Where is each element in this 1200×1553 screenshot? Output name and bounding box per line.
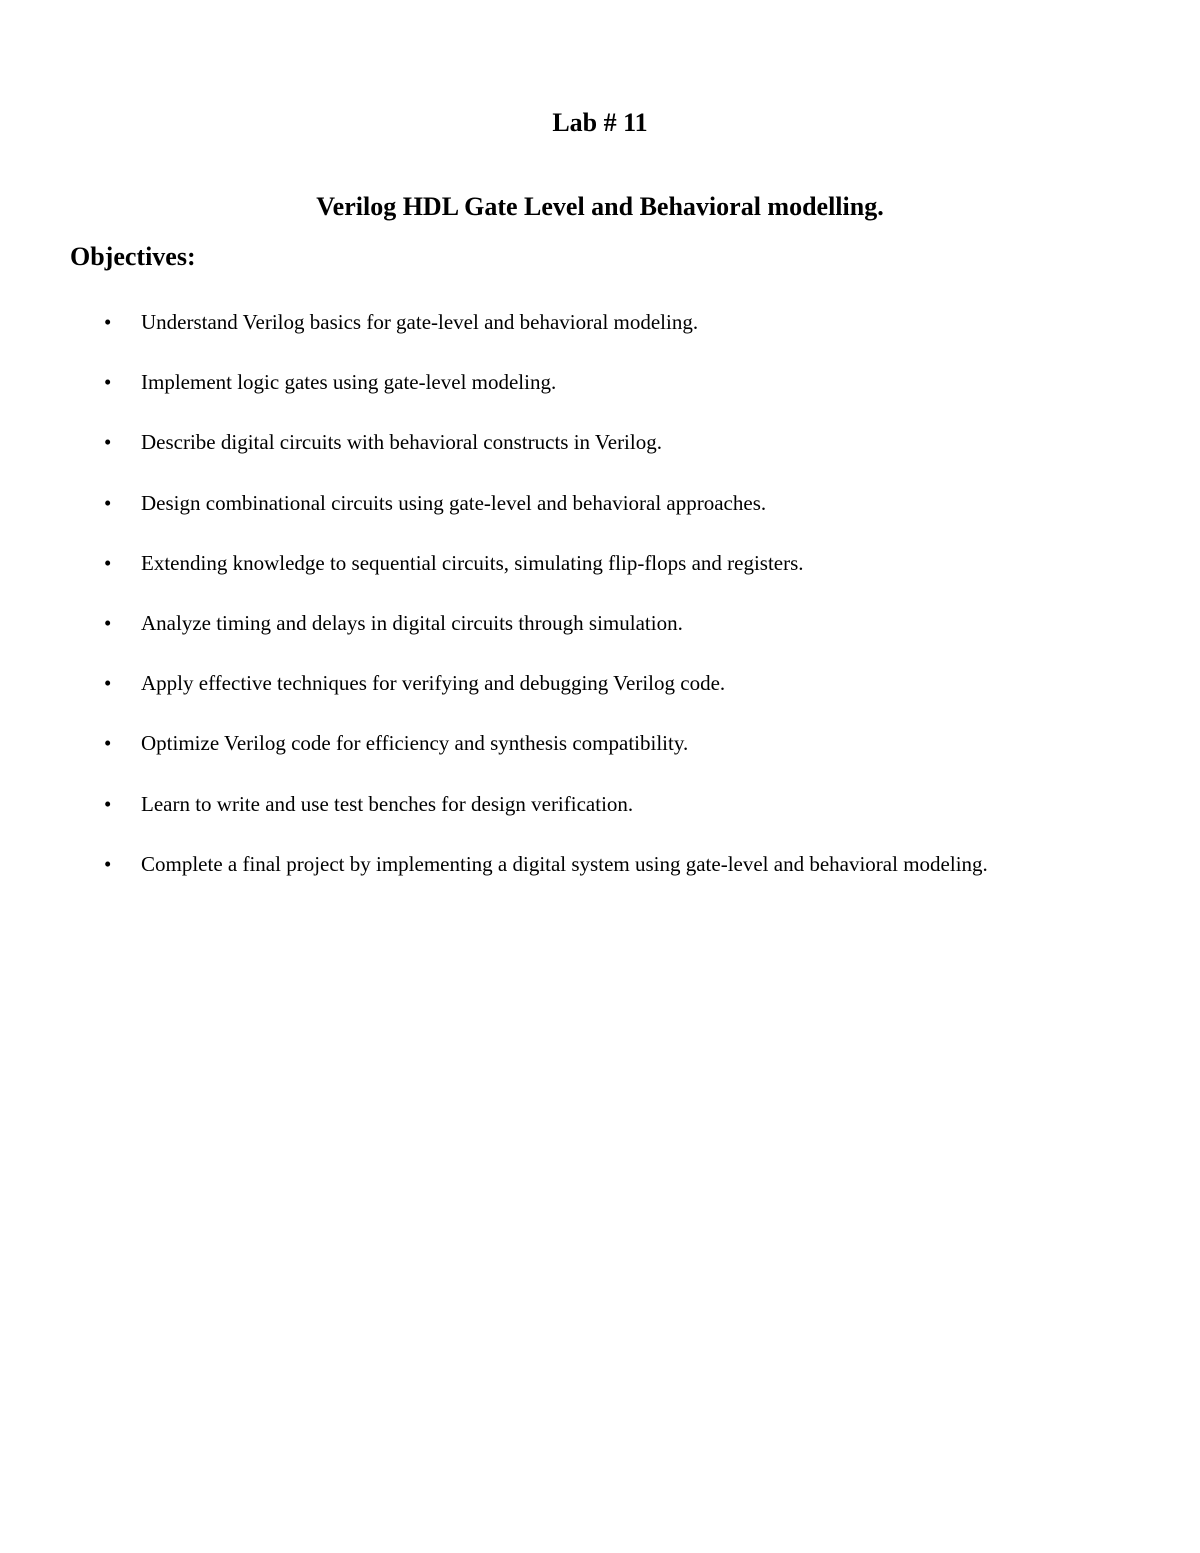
bullet-icon: • [104, 671, 112, 696]
objective-text: Design combinational circuits using gate-level and behavioral approaches. [141, 490, 767, 515]
objective-text: Optimize Verilog code for efficiency and synthesis compatibility. [141, 731, 689, 756]
list-item [0, 789, 1200, 849]
lab-title: Lab # 11 [552, 108, 648, 137]
list-item [0, 367, 1200, 427]
list-item [0, 488, 1200, 548]
bullet-icon: • [104, 490, 112, 515]
objective-text: Analyze timing and delays in digital circuits through simulation. [141, 610, 683, 635]
bullet-icon: • [104, 610, 112, 635]
list-item [0, 608, 1200, 668]
bullet-icon: • [104, 310, 112, 334]
list-item [0, 849, 1200, 909]
list-item [0, 427, 1200, 487]
bullet-icon: • [104, 550, 112, 575]
list-item [0, 548, 1200, 608]
bullet-icon: • [104, 851, 112, 876]
list-item [0, 307, 1200, 367]
bullet-icon: • [104, 731, 112, 756]
objectives-list [0, 307, 1200, 909]
list-item [0, 668, 1200, 728]
bullet-icon: • [104, 791, 112, 816]
objective-text: Implement logic gates using gate-level modeling. [141, 370, 557, 395]
objective-text: Extending knowledge to sequential circuits, simulating flip-flops and registers. [141, 550, 804, 575]
bullet-icon: • [104, 430, 112, 455]
objective-text: Learn to write and use test benches for design verification. [141, 791, 634, 816]
objective-text: Understand Verilog basics for gate-level and behavioral modeling. [141, 310, 699, 334]
objectives-label: Objectives: [70, 242, 196, 271]
document-heading: Verilog HDL Gate Level and Behavioral modelling. [316, 192, 884, 221]
objective-text: Describe digital circuits with behavioral constructs in Verilog. [141, 430, 662, 455]
objective-text: Apply effective techniques for verifying and debugging Verilog code. [141, 671, 726, 696]
objective-text: Complete a final project by implementing a digital system using gate-level and behavioral modeling. [141, 851, 988, 876]
list-item [0, 728, 1200, 788]
bullet-icon: • [104, 370, 112, 395]
